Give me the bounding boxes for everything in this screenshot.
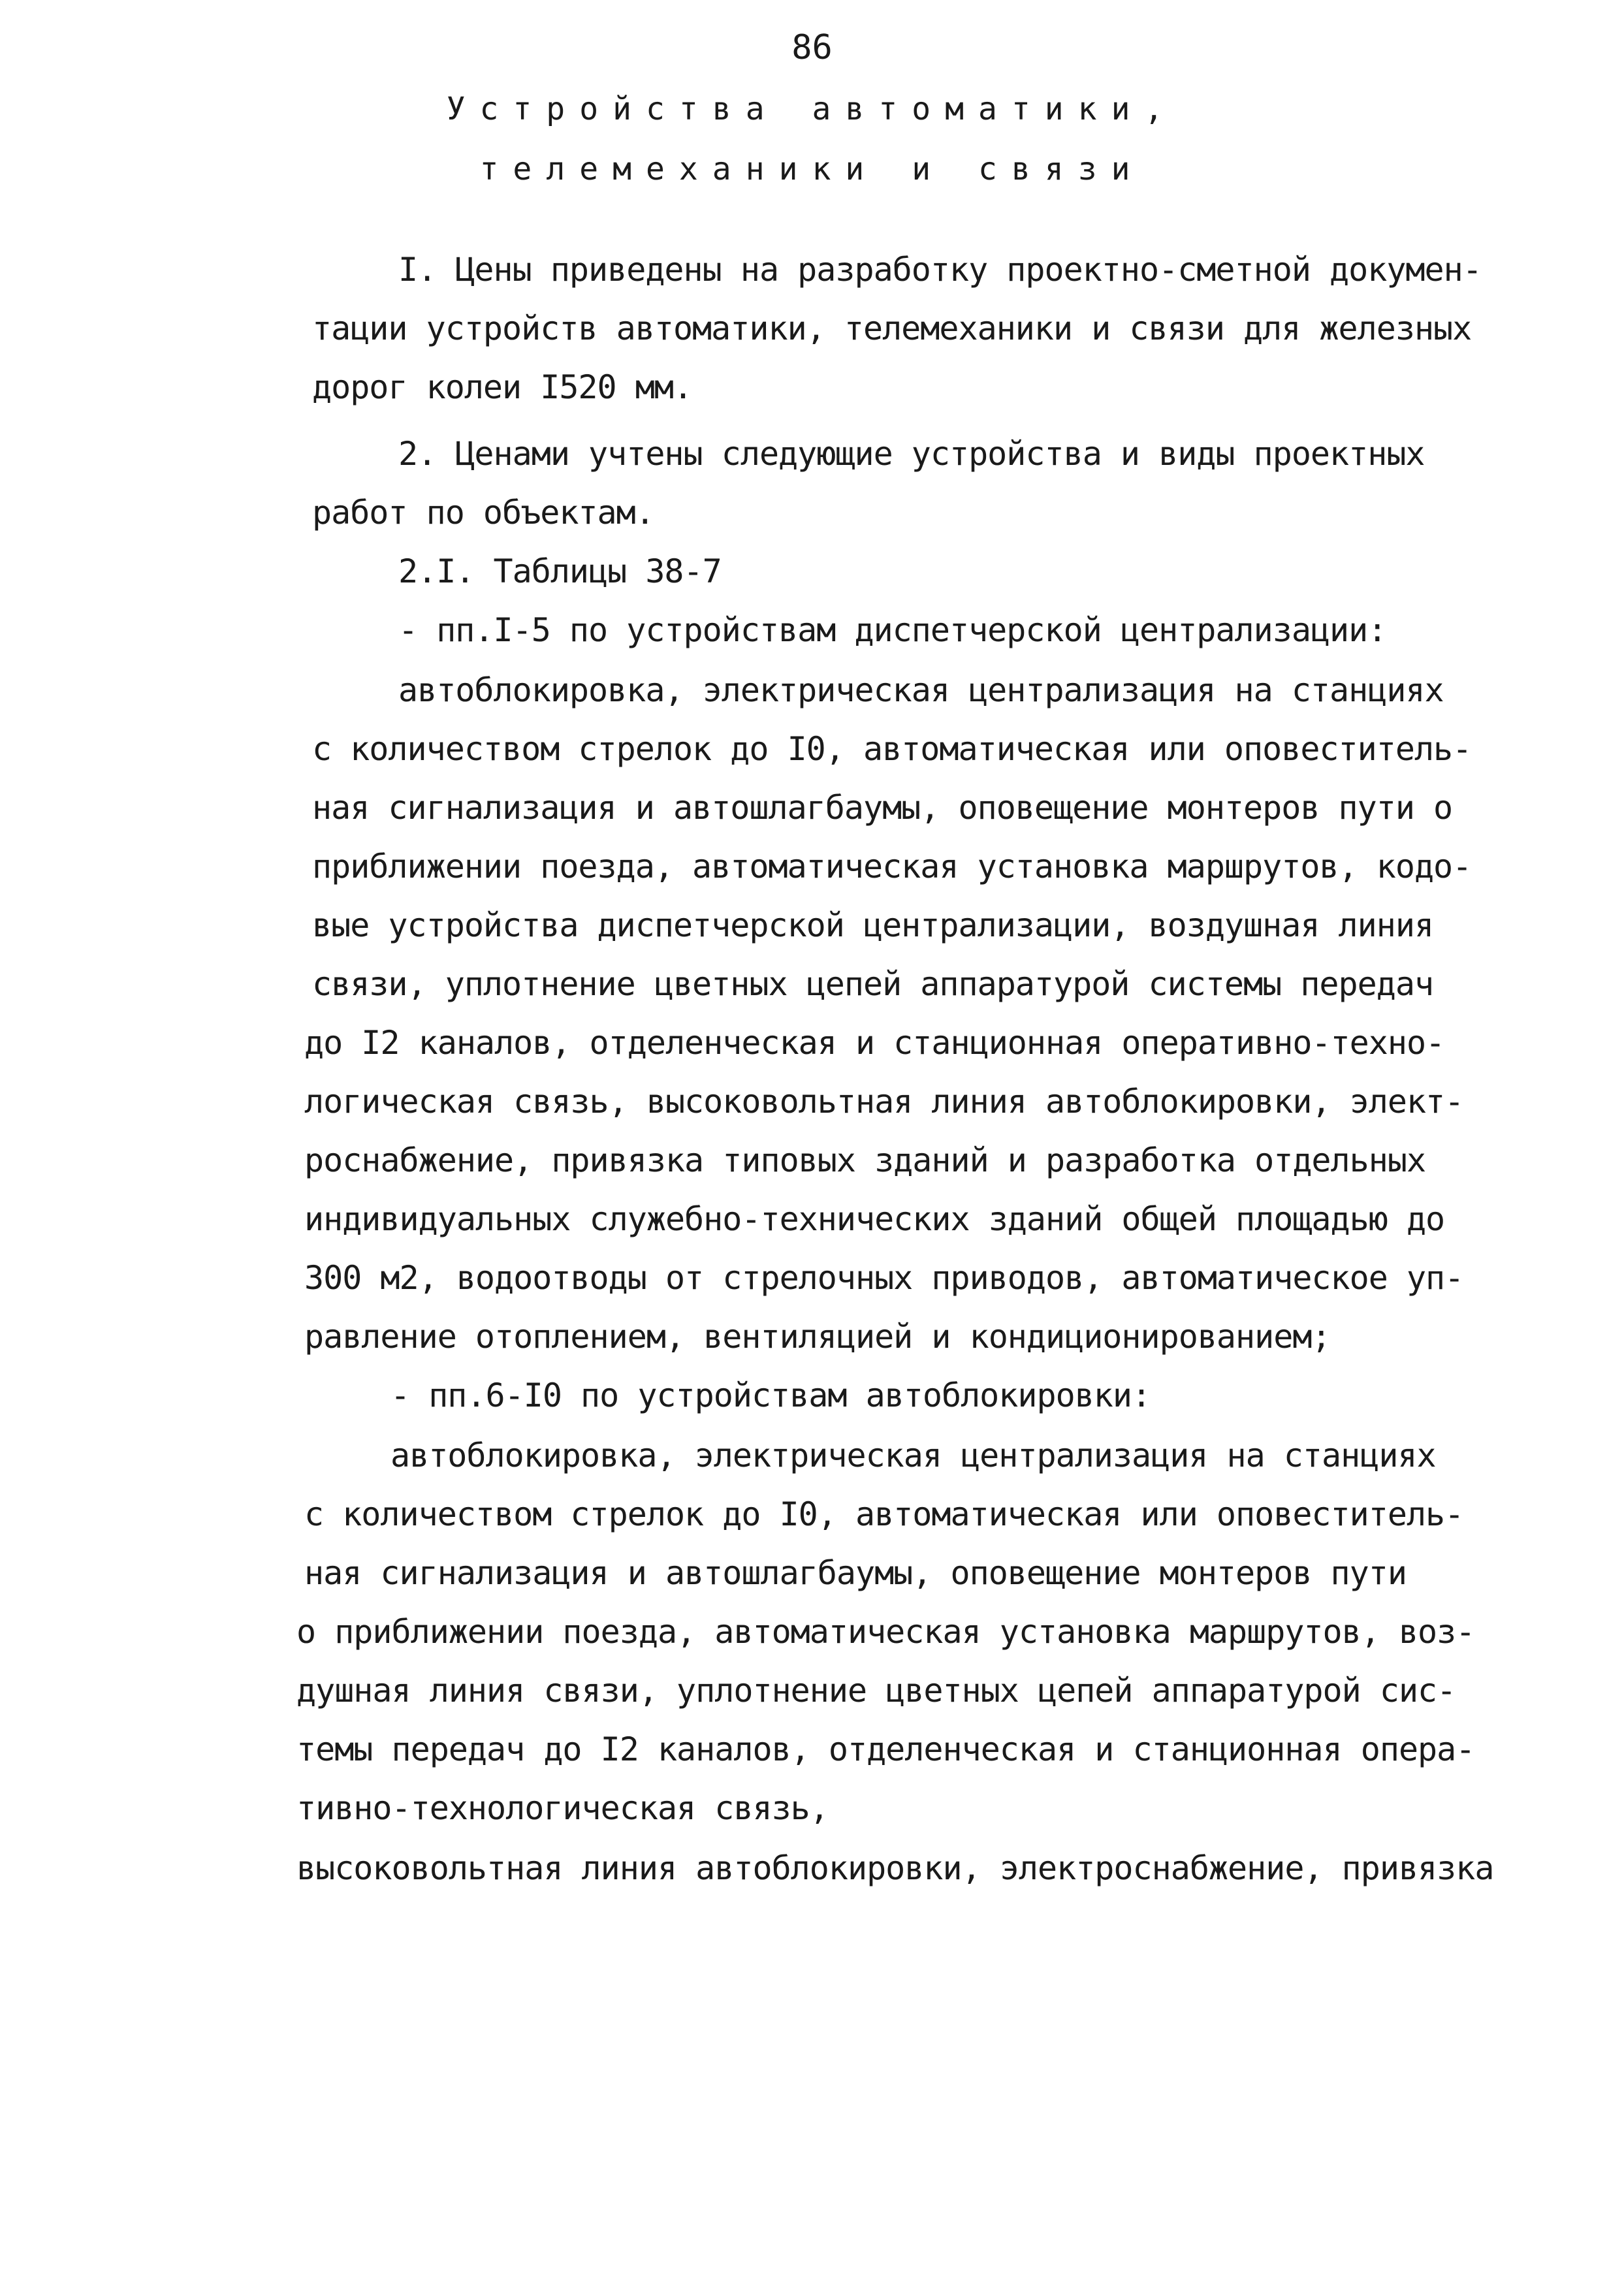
text-line: вые устройства диспетчерской централизации, воздушная линия: [312, 906, 1434, 944]
text-line: - пп.I-5 по устройствам диспетчерской централизации:: [398, 611, 1387, 649]
text-line: до I2 каналов, отделенческая и станционная оперативно-техно-: [304, 1024, 1445, 1062]
text-line: логическая связь, высоковольтная линия автоблокировки, элект-: [304, 1083, 1464, 1121]
text-line: тации устройств автоматики, телемеханики и связи для железных: [312, 310, 1472, 347]
text-line: с количеством стрелок до I0, автоматическая или оповеститель-: [304, 1495, 1464, 1533]
text-line: темы передач до I2 каналов, отделенческая и станционная опера-: [296, 1730, 1475, 1768]
text-line: индивидуальных служебно-технических зданий общей площадью до: [304, 1200, 1445, 1238]
text-line: 300 м2, водоотводы от стрелочных приводов, автоматическое уп-: [304, 1259, 1464, 1297]
page-number: 86: [791, 28, 833, 67]
text-line: ная сигнализация и автошлагбаумы, оповещение монтеров пути: [304, 1554, 1407, 1592]
text-line: I. Цены приведены на разработку проектно-сметной докумен-: [398, 251, 1482, 289]
text-line: работ по объектам.: [312, 494, 654, 532]
text-line: равление отоплением, вентиляцией и кондиционированием;: [304, 1318, 1331, 1356]
text-line: автоблокировка, электрическая централизация на станциях: [398, 671, 1444, 709]
text-line: связи, уплотнение цветных цепей аппаратурой системы передач: [312, 965, 1434, 1003]
text-line: высоковольтная линия автоблокировки, электроснабжение, привязка: [296, 1849, 1494, 1887]
text-line: - пп.6-I0 по устройствам автоблокировки:: [390, 1377, 1151, 1414]
section-title-line-2: телемеханики и связи: [479, 151, 1145, 187]
text-line: роснабжение, привязка типовых зданий и разработка отдельных: [304, 1141, 1426, 1179]
text-line: ная сигнализация и автошлагбаумы, оповещение монтеров пути о: [312, 789, 1453, 827]
section-title-line-1: Устройства автоматики,: [446, 91, 1178, 127]
text-line: дорог колеи I520 мм.: [312, 368, 693, 406]
text-line: с количеством стрелок до I0, автоматическая или оповеститель-: [312, 730, 1472, 768]
text-line: автоблокировка, электрическая централизация на станциях: [390, 1437, 1436, 1474]
text-line: 2.I. Таблицы 38-7: [398, 552, 722, 590]
text-line: душная линия связи, уплотнение цветных цепей аппаратурой сис-: [296, 1672, 1456, 1710]
text-line: тивно-технологическая связь,: [296, 1789, 829, 1827]
text-line: о приближении поезда, автоматическая установка маршрутов, воз-: [296, 1613, 1475, 1651]
text-line: 2. Ценами учтены следующие устройства и виды проектных: [398, 435, 1425, 473]
text-line: приближении поезда, автоматическая установка маршрутов, кодо-: [312, 848, 1472, 885]
